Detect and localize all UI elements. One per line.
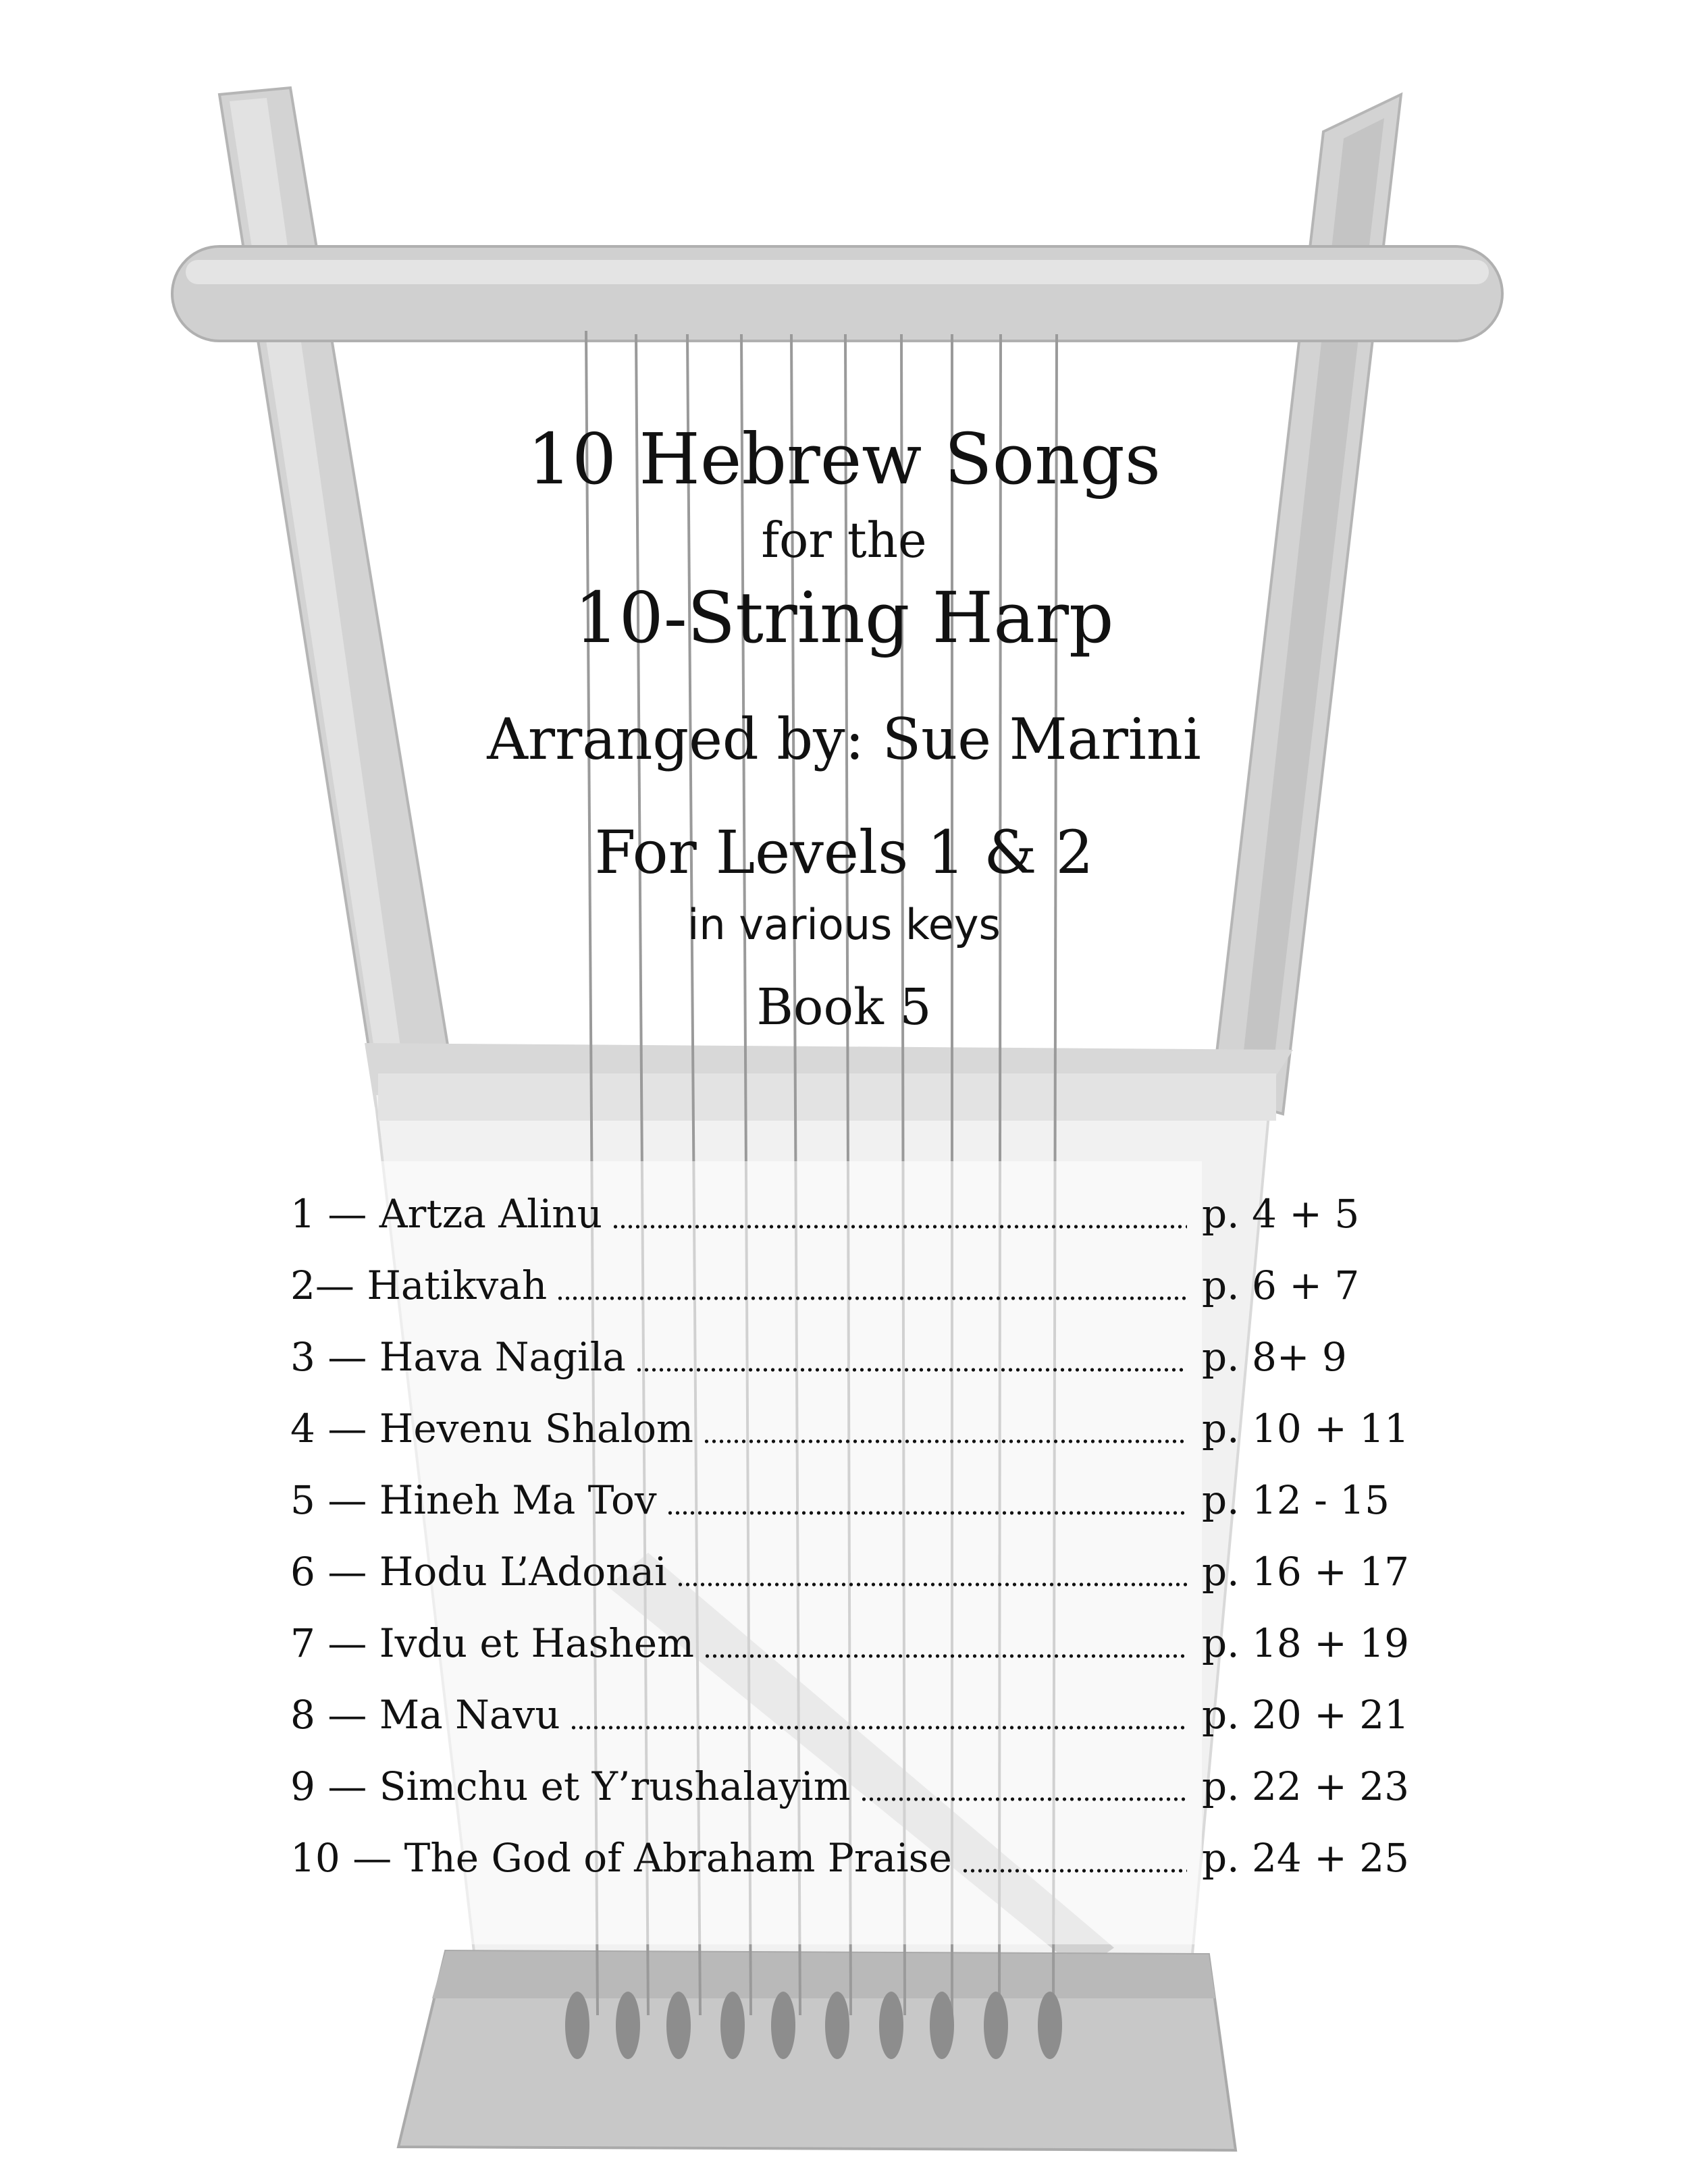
cover-title: 10 Hebrew Songs bbox=[527, 418, 1161, 500]
toc-page-numbers: p. 24 + 25 bbox=[1202, 1835, 1410, 1881]
toc-song-title: 9 — Simchu et Y’rushalayim bbox=[290, 1763, 851, 1809]
toc-entry bbox=[290, 1178, 1371, 1250]
toc-page-numbers: p. 4 + 5 bbox=[1202, 1191, 1360, 1237]
toc-leader-dots bbox=[703, 1439, 1187, 1444]
cover-instrument: 10-String Harp bbox=[574, 577, 1114, 659]
cover-keys: in various keys bbox=[687, 900, 1001, 949]
table-of-contents bbox=[290, 1178, 1410, 1894]
toc-song-title: 1 — Artza Alinu bbox=[290, 1191, 602, 1237]
toc-song-title: 2— Hatikvah bbox=[290, 1262, 548, 1308]
toc-song-title: 8 — Ma Navu bbox=[290, 1692, 560, 1738]
toc-entry bbox=[290, 1822, 1410, 1894]
toc-page-numbers: p. 6 + 7 bbox=[1202, 1262, 1360, 1308]
toc-leader-dots bbox=[556, 1296, 1187, 1301]
toc-entry bbox=[290, 1464, 1390, 1536]
cover-book: Book 5 bbox=[756, 978, 932, 1036]
toc-song-title: 4 — Hevenu Shalom bbox=[290, 1406, 694, 1451]
toc-page-numbers: p. 20 + 21 bbox=[1202, 1692, 1410, 1738]
toc-page-numbers: p. 12 - 15 bbox=[1202, 1477, 1390, 1523]
toc-entry bbox=[290, 1250, 1371, 1321]
toc-leader-dots bbox=[704, 1653, 1187, 1659]
toc-leader-dots bbox=[570, 1725, 1187, 1730]
toc-entry bbox=[290, 1607, 1410, 1679]
toc-song-title: 7 — Ivdu et Hashem bbox=[290, 1620, 695, 1666]
toc-leader-dots bbox=[961, 1868, 1187, 1873]
toc-leader-dots bbox=[677, 1582, 1187, 1587]
toc-song-title: 3 — Hava Nagila bbox=[290, 1334, 626, 1380]
toc-page-numbers: p. 8+ 9 bbox=[1202, 1334, 1347, 1380]
toc-entry bbox=[290, 1321, 1371, 1393]
toc-page-numbers: p. 10 + 11 bbox=[1202, 1406, 1410, 1451]
toc-song-title: 5 — Hineh Ma Tov bbox=[290, 1477, 657, 1523]
toc-page-numbers: p. 22 + 23 bbox=[1202, 1763, 1410, 1809]
toc-leader-dots bbox=[860, 1796, 1187, 1802]
cover-arranger: Arranged by: Sue Marini bbox=[487, 706, 1201, 772]
toc-page-numbers: p. 18 + 19 bbox=[1202, 1620, 1410, 1666]
toc-entry bbox=[290, 1751, 1410, 1822]
toc-song-title: 6 — Hodu L’Adonai bbox=[290, 1549, 667, 1595]
toc-entry bbox=[290, 1393, 1410, 1464]
toc-entry bbox=[290, 1536, 1410, 1607]
toc-song-title: 10 — The God of Abraham Praise bbox=[290, 1835, 952, 1881]
toc-leader-dots bbox=[635, 1367, 1187, 1373]
toc-leader-dots bbox=[612, 1224, 1187, 1229]
cover-levels: For Levels 1 & 2 bbox=[594, 818, 1094, 887]
cover-for-the: for the bbox=[761, 512, 927, 568]
toc-leader-dots bbox=[666, 1510, 1187, 1516]
toc-page-numbers: p. 16 + 17 bbox=[1202, 1549, 1410, 1595]
toc-entry bbox=[290, 1679, 1410, 1751]
